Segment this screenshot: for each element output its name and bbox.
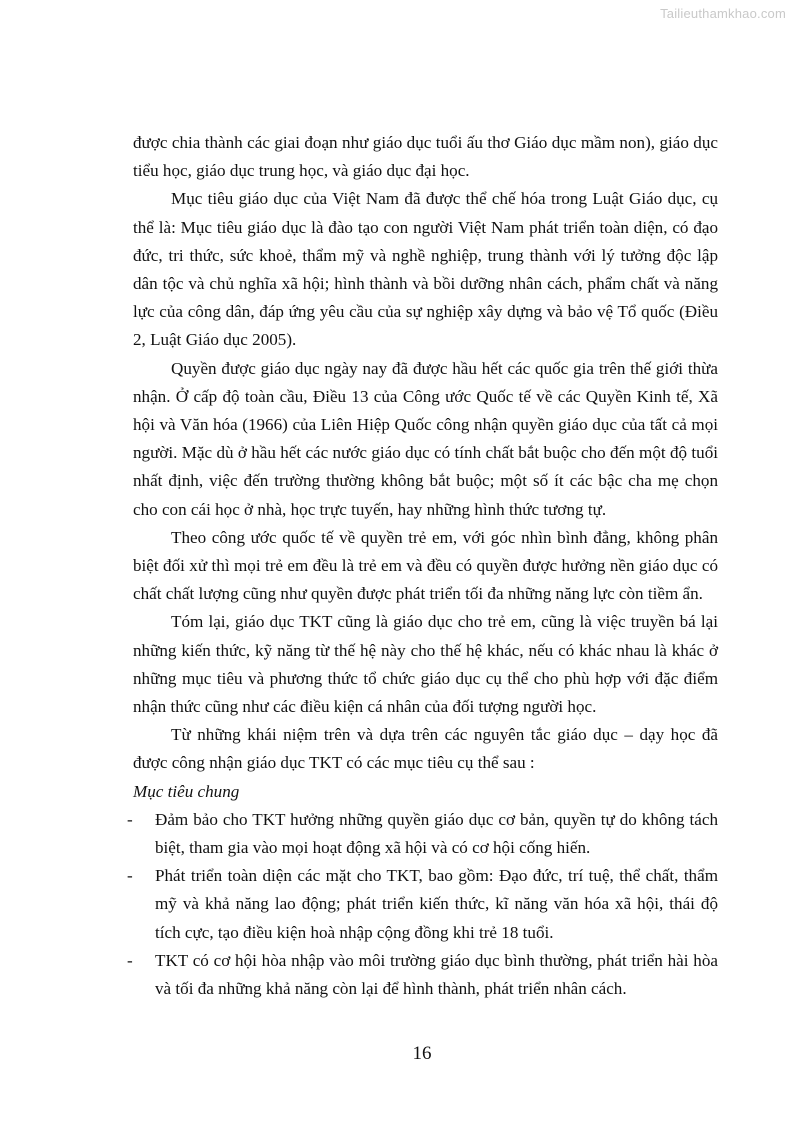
page-body [127,129,718,1003]
list-item [127,947,718,1003]
paragraph-education-goals: Mục tiêu giáo dục của Việt Nam đã được thể chế hóa trong Luật Giáo dục, cụ thể là: Mục tiêu giáo dục là đào tạo con người Việt Nam phát triển toàn diện, có đạo đức, tri thức, sức khoẻ, thẩm mỹ và nghề nghiệp, trung thành với lý tưởng độc lập dân tộc và chủ nghĩa xã hội; hình thành và bồi dưỡng nhân cách, phẩm chất và năng lực của công dân, đáp ứng yêu cầu của sự nghiệp xây dựng và bảo vệ Tổ quốc (Điều 2, Luật Giáo dục 2005). [133,189,718,350]
bullet-dash: - [127,866,133,886]
list-item [127,862,718,947]
paragraph-right-to-education: Quyền được giáo dục ngày nay đã được hầu hết các quốc gia trên thế giới thừa nhận. Ở cấp độ toàn cầu, Điều 13 của Công ước Quốc tế về các Quyền Kinh tế, Xã hội và Văn hóa (1966) của Liên Hiệp Quốc công nhận quyền giáo dục của tất cả mọi người. Mặc dù ở hầu hết các nước giáo dục có tính chất bắt buộc cho đến một độ tuổi nhất định, việc đến trường thường không bắt buộc; một số ít các bậc cha mẹ chọn cho con cái học ở nhà, học trực tuyến, hay những hình thức tương tự. [133,358,718,519]
paragraph-continuation: được chia thành các giai đoạn như giáo dục tuổi ấu thơ Giáo dục mầm non), giáo dục tiểu học, giáo dục trung học, và giáo dục đại học. [133,133,718,181]
page-number: 16 [412,1043,432,1064]
list-item-text: Đảm bảo cho TKT hưởng những quyền giáo dục cơ bản, quyền tự do không tách biệt, tham gia vào mọi hoạt động xã hội và có cơ hội cống hiến. [155,809,718,858]
paragraph-summary: Tóm lại, giáo dục TKT cũng là giáo dục cho trẻ em, cũng là việc truyền bá lại những kiến thức, kỹ năng từ thế hệ này cho thế hệ khác, nếu có khác nhau là khác ở những mục tiêu và phương thức tổ chức giáo dục cụ thể cho phù hợp với đặc điểm nhận thức cũng như các điều kiện cá nhân của đối tượng người học. [133,612,718,717]
bullet-dash: - [127,950,133,970]
paragraph-intro-goals: Từ những khái niệm trên và dựa trên các nguyên tắc giáo dục – dạy học đã được công nhận giáo dục TKT có các mục tiêu cụ thể sau : [133,725,718,773]
subheading-general-goals: Mục tiêu chung [133,781,240,801]
list-item [127,806,718,862]
list-item-text: Phát triển toàn diện các mặt cho TKT, bao gồm: Đạo đức, trí tuệ, thể chất, thẩm mỹ và khả năng lao động; phát triển kiến thức, kĩ năng văn hóa xã hội, thái độ tích cực, tạo điều kiện hoà nhập cộng đồng khi trẻ 18 tuổi. [155,866,718,942]
bullet-dash: - [127,809,133,829]
watermark: Tailieuthamkhao.com [660,6,786,21]
paragraph-child-rights: Theo công ước quốc tế về quyền trẻ em, với góc nhìn bình đẳng, không phân biệt đối xử thì mọi trẻ em đều là trẻ em và đều có quyền được hưởng nền giáo dục có chất chất lượng cũng như quyền được phát triển tối đa những năng lực còn tiềm ẩn. [133,527,718,604]
list-item-text: TKT có cơ hội hòa nhập vào môi trường giáo dục bình thường, phát triển hài hòa và tối đa những khả năng còn lại để hình thành, phát triển nhân cách. [155,950,718,999]
